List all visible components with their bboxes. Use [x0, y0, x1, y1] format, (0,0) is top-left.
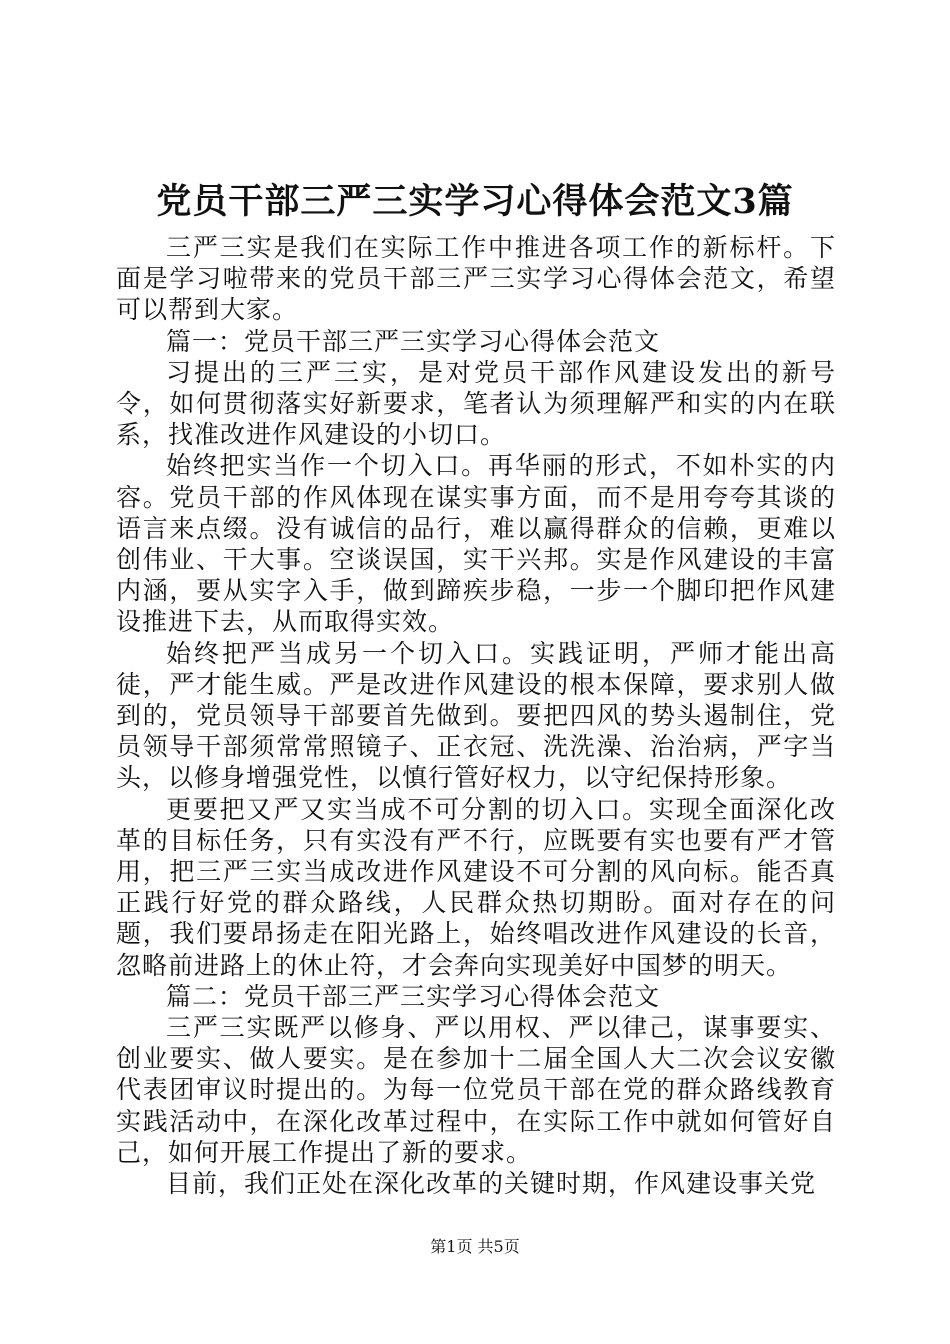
paragraph: 三严三实既严以修身、严以用权、严以律己，谋事要实、创业要实、做人要实。是在参加十二届全国人大二次会议安徽代表团审议时提出的。为每一位党员干部在党的群众路线教育实践活动中，在深化改革过程中，在实际工作中就如何管好自己，如何开展工作提出了新的要求。 [116, 1013, 836, 1167]
section-heading-1: 篇一：党员干部三严三实学习心得体会范文 [166, 326, 661, 356]
document-body [116, 232, 836, 1199]
paragraph: 目前，我们正处在深化改革的关键时期，作风建设事关党 [166, 1169, 817, 1199]
section-heading-2: 篇二：党员干部三严三实学习心得体会范文 [166, 981, 661, 1011]
paragraph-intro: 三严三实是我们在实际工作中推进各项工作的新标杆。下面是学习啦带来的党员干部三严三实学习心得体会范文，希望可以帮到大家。 [116, 233, 836, 325]
paragraph: 始终把实当作一个切入口。再华丽的形式，不如朴实的内容。党员干部的作风体现在谋实事方面，而不是用夸夸其谈的语言来点缀。没有诚信的品行，难以赢得群众的信赖，更难以创伟业、干大事。空谈误国，实干兴邦。实是作风建设的丰富内涵，要从实字入手，做到蹄疾步稳，一步一个脚印把作风建设推进下去，从而取得实效。 [116, 451, 836, 637]
paragraph: 更要把又严又实当成不可分割的切入口。实现全面深化改革的目标任务，只有实没有严不行，应既要有实也要有严才管用，把三严三实当成改进作风建设不可分割的风向标。能否真正践行好党的群众路线，人民群众热切期盼。面对存在的问题，我们要昂扬走在阳光路上，始终唱改进作风建设的长音，忽略前进路上的休止符，才会奔向实现美好中国梦的明天。 [116, 794, 836, 980]
page-number-footer: 第1页 共5页 [430, 1237, 520, 1256]
paragraph: 始终把严当成另一个切入口。实践证明，严师才能出高徒，严才能生威。严是改进作风建设的根本保障，要求别人做到的，党员领导干部要首先做到。要把四风的势头遏制住，党员领导干部须常常照镜子、正衣冠、洗洗澡、治治病，严字当头，以修身增强党性，以慎行管好权力，以守纪保持形象。 [116, 638, 836, 793]
paragraph: 习提出的三严三实，是对党员干部作风建设发出的新号令，如何贯彻落实好新要求，笔者认为须理解严和实的内在联系，找准改进作风建设的小切口。 [116, 357, 836, 450]
document-title: 党员干部三严三实学习心得体会范文3篇 [156, 181, 794, 222]
